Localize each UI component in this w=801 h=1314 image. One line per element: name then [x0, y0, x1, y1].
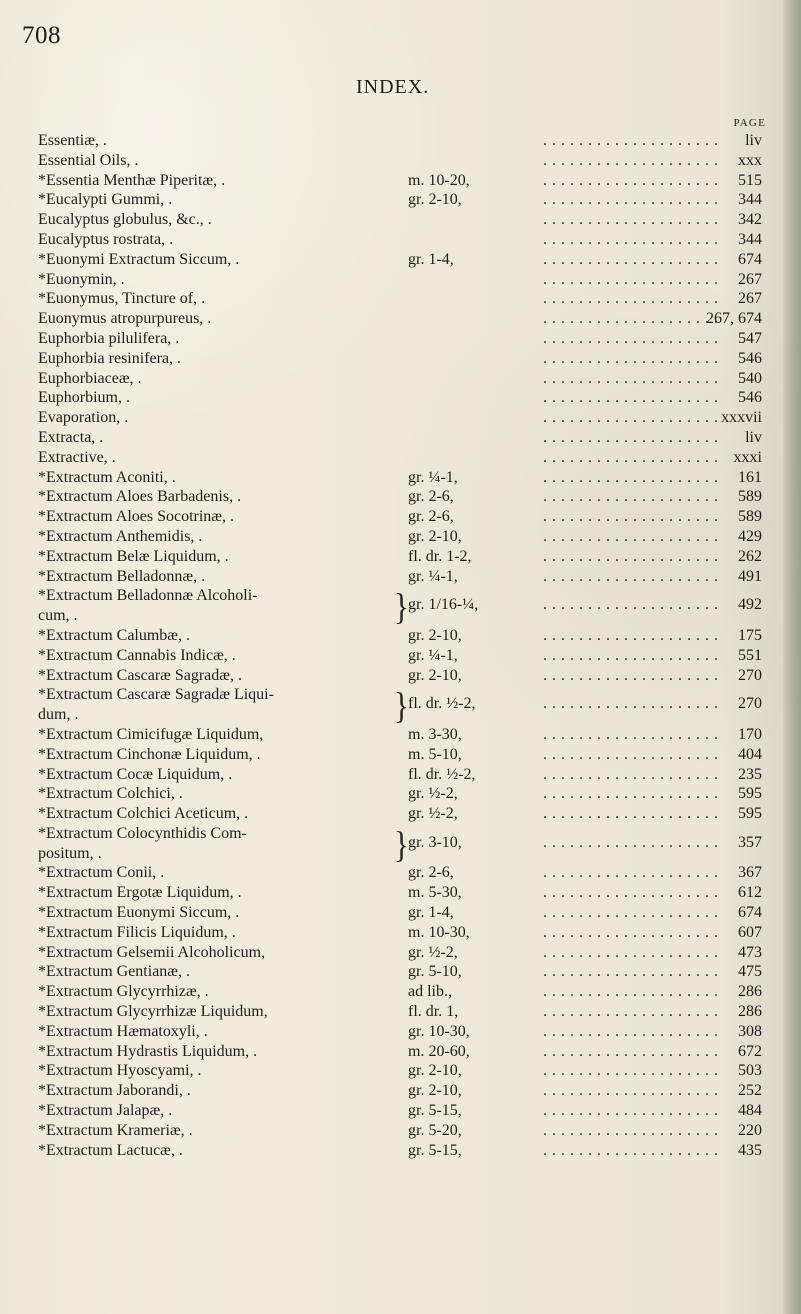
- entry-dose: gr. 5-20,: [408, 1121, 462, 1139]
- entry-name: *Extractum Cimicifugæ Liquidum,: [38, 725, 264, 743]
- index-entry: [38, 487, 762, 507]
- entry-page-ref: xxxvii: [721, 409, 762, 427]
- entry-name: *Extractum Colchici, .: [38, 785, 183, 803]
- entry-leader: . . . . . . . . . . . . . . . . . . . .: [543, 626, 719, 644]
- index-entry: [38, 646, 762, 666]
- index-entry: [38, 270, 762, 290]
- entry-leader: . . . . . . . . . . . . . . . . . . . .: [543, 864, 719, 882]
- index-entry: [38, 962, 762, 982]
- index-entry: [38, 1042, 762, 1062]
- entry-page-ref: 357: [738, 833, 762, 851]
- entry-dose: gr. 1-4,: [408, 250, 454, 268]
- entry-leader: . . . . . . . . . . . . . . . . . . . .: [543, 666, 719, 684]
- entry-leader: . . . . . . . . . . . . . . . . . . . .: [543, 329, 719, 347]
- entry-dose: m. 10-30,: [408, 923, 470, 941]
- entry-leader: . . . . . . . . . . . . . . . . . . . .: [543, 1102, 719, 1120]
- entry-dose: fl. dr. ½-2,: [408, 765, 476, 783]
- entry-leader: . . . . . . . . . . . . . . . . . . . .: [543, 527, 719, 545]
- entry-leader: . . . . . . . . . . . . . . . . . . . .: [543, 725, 719, 743]
- entry-leader: . . . . . . . . . . . . . . . . . . . .: [543, 1141, 719, 1159]
- entry-dose: gr. ½-2,: [408, 805, 458, 823]
- entry-dose: gr. 5-15,: [408, 1141, 462, 1159]
- index-entry: [38, 408, 762, 428]
- entry-dose: gr. 10-30,: [408, 1022, 470, 1040]
- entry-leader: . . . . . . . . . . . . . . . . . . . .: [543, 785, 719, 803]
- entry-name: *Extractum Belladonnæ, .: [38, 567, 206, 585]
- index-entry: [38, 784, 762, 804]
- entry-page-ref: 404: [738, 745, 762, 763]
- entry-name: *Extractum Lactucæ, .: [38, 1141, 183, 1159]
- entry-leader: . . . . . . . . . . . . . . . . . . . .: [543, 983, 719, 1001]
- entry-dose: fl. dr. ½-2,: [408, 695, 476, 713]
- entry-page-ref: 551: [738, 646, 762, 664]
- entry-name: *Essentia Menthæ Piperitæ, .: [38, 171, 226, 189]
- entry-name: *Euonymus, Tincture of, .: [38, 290, 206, 308]
- entry-page-ref: 220: [738, 1121, 762, 1139]
- entry-page-ref: 367: [738, 864, 762, 882]
- entry-dose: gr. ½-2,: [408, 943, 458, 961]
- index-entry: [38, 388, 762, 408]
- index-entry: [38, 903, 762, 923]
- entry-name: *Extractum Cannabis Indicæ, .: [38, 646, 236, 664]
- entry-name: Euphorbiaceæ, .: [38, 369, 142, 387]
- entry-dose: gr. 1-4,: [408, 904, 454, 922]
- entry-page-ref: 595: [738, 805, 762, 823]
- entry-name: *Extractum Aconiti, .: [38, 468, 176, 486]
- entry-dose: gr. 5-10,: [408, 963, 462, 981]
- entry-leader: . . . . . . . . . . . . . . . . . . . .: [543, 884, 719, 902]
- entry-leader: . . . . . . . . . . . . . . . . . . . .: [543, 508, 719, 526]
- entry-name: *Euonymin, .: [38, 270, 125, 288]
- entry-name: *Eucalypti Gummi, .: [38, 191, 173, 209]
- entry-page-ref: 540: [738, 369, 762, 387]
- entry-leader: . . . . . . . . . . . . . . . . . . . .: [543, 250, 719, 268]
- entry-page-ref: 308: [738, 1022, 762, 1040]
- entry-name: *Extractum Glycyrrhizæ, .: [38, 983, 209, 1001]
- entry-leader: . . . . . . . . . . . . . . . . . . . .: [543, 428, 719, 446]
- entry-name: *Extractum Belladonnæ Alcoholi- cum, .: [38, 587, 258, 625]
- entry-page-ref: 672: [738, 1042, 762, 1060]
- entry-leader: . . . . . . . . . . . . . . . . . . . .: [543, 1121, 719, 1139]
- entry-dose: gr. 5-15,: [408, 1102, 462, 1120]
- entry-leader: . . . . . . . . . . . . . . . . . . . .: [543, 211, 719, 229]
- entry-leader: . . . . . . . . . . . . . . . . . . . .: [543, 389, 719, 407]
- entry-page-ref: 589: [738, 508, 762, 526]
- entry-leader: . . . . . . . . . . . . . . . . . . . .: [543, 171, 719, 189]
- entry-name: *Extractum Conii, .: [38, 864, 165, 882]
- index-entry: [38, 1081, 762, 1101]
- entry-page-ref: liv: [745, 132, 762, 149]
- entry-name: Eucalyptus globulus, &c., .: [38, 211, 212, 229]
- index-entry: [38, 685, 762, 725]
- entry-leader: . . . . . . . . . . . . . . . . . . . .: [543, 805, 719, 823]
- entry-name: *Extractum Anthemidis, .: [38, 527, 203, 545]
- entry-page-ref: 267: [738, 290, 762, 308]
- entry-leader: . . . . . . . . . . . . . . . . . . . .: [543, 230, 719, 248]
- entry-leader: . . . . . . . . . . . . . . . . . . . .: [543, 1003, 719, 1021]
- entry-brace: }: [394, 823, 409, 866]
- entry-page-ref: 267: [738, 270, 762, 288]
- entry-brace: }: [394, 684, 409, 727]
- entry-page-ref: 286: [738, 1003, 762, 1021]
- entry-leader: . . . . . . . . . . . . . . . . . . . .: [543, 596, 719, 614]
- entry-page-ref: 270: [738, 666, 762, 684]
- entry-name: *Extractum Cinchonæ Liquidum, .: [38, 745, 261, 763]
- entry-name: *Extractum Colocynthidis Com- positum, .: [38, 824, 247, 862]
- entry-name: *Extractum Cascaræ Sagradæ, .: [38, 666, 242, 684]
- entry-page-ref: 170: [738, 725, 762, 743]
- entry-name: *Extractum Cascaræ Sagradæ Liqui- dum, .: [38, 686, 274, 724]
- entry-name: Euphorbium, .: [38, 389, 130, 407]
- entry-dose: fl. dr. 1,: [408, 1003, 459, 1021]
- index-entry: [38, 567, 762, 587]
- entry-name: *Extractum Hydrastis Liquidum, .: [38, 1042, 258, 1060]
- index-entry: [38, 468, 762, 488]
- entry-page-ref: 503: [738, 1062, 762, 1080]
- entry-page-ref: 235: [738, 765, 762, 783]
- entry-page-ref: 674: [738, 904, 762, 922]
- entry-dose: fl. dr. 1-2,: [408, 547, 472, 565]
- entry-leader: . . . . . . . . . . . . . . . . . . . .: [543, 468, 719, 486]
- index-entry: [38, 1141, 762, 1161]
- index-entry: [38, 190, 762, 210]
- entry-page-ref: 429: [738, 527, 762, 545]
- page-number: 708: [22, 22, 61, 49]
- entry-leader: . . . . . . . . . . . . . . . . . . . .: [543, 270, 719, 288]
- entry-dose: m. 3-30,: [408, 725, 462, 743]
- index-entry: [38, 626, 762, 646]
- index-entry: [38, 507, 762, 527]
- index-entry: [38, 666, 762, 686]
- entry-leader: . . . . . . . . . . . . . . . . . . . .: [543, 151, 719, 169]
- entry-page-ref: 175: [738, 626, 762, 644]
- entry-page-ref: 674: [738, 250, 762, 268]
- entry-name: *Extractum Colchici Aceticum, .: [38, 805, 249, 823]
- entry-dose: gr. ¼-1,: [408, 468, 458, 486]
- index-entry: [38, 982, 762, 1002]
- entry-name: Euonymus atropurpureus, .: [38, 310, 212, 328]
- entry-dose: gr. 2-6,: [408, 488, 454, 506]
- page-column-label: PAGE: [733, 117, 766, 129]
- entry-dose: gr. 2-10,: [408, 626, 462, 644]
- page-binding-edge: [783, 0, 801, 1314]
- entry-name: Eucalyptus rostrata, .: [38, 230, 174, 248]
- entry-leader: . . . . . . . . . . . . . . . . . . . .: [543, 369, 719, 387]
- entry-name: Extracta, .: [38, 428, 104, 446]
- index-entry: [38, 883, 762, 903]
- entry-name: *Extractum Krameriæ, .: [38, 1121, 193, 1139]
- entry-name: Euphorbia pilulifera, .: [38, 329, 180, 347]
- index-entry: [38, 943, 762, 963]
- entry-dose: gr. 2-10,: [408, 666, 462, 684]
- entry-leader: . . . . . . . . . . . . . . . . . . . .: [543, 833, 719, 851]
- index-entry: [38, 1061, 762, 1081]
- index-entry: [38, 349, 762, 369]
- entry-page-ref: 473: [738, 943, 762, 961]
- entry-name: Extractive, .: [38, 448, 116, 466]
- entry-leader: . . . . . . . . . . . . . . . . . . . .: [543, 745, 719, 763]
- entry-page-ref: 342: [738, 211, 762, 229]
- running-head: INDEX.: [356, 76, 430, 98]
- entry-dose: gr. 1/16-¼,: [408, 596, 479, 614]
- index-entry: [38, 527, 762, 547]
- entry-name: *Extractum Glycyrrhizæ Liquidum,: [38, 1003, 268, 1021]
- entry-leader: . . . . . . . . . . . . . . . . . . . .: [543, 547, 719, 565]
- entry-dose: gr. 2-10,: [408, 1062, 462, 1080]
- entry-name: *Extractum Jalapæ, .: [38, 1102, 173, 1120]
- index-entry: [38, 171, 762, 191]
- index-entry: [38, 250, 762, 270]
- entry-leader: . . . . . . . . . . . . . . . . . . . .: [543, 488, 719, 506]
- entry-dose: ad lib.,: [408, 983, 452, 1001]
- entry-name: Essentiæ, .: [38, 132, 107, 149]
- entry-leader: . . . . . . . . . . . . . . . . . . . .: [543, 1022, 719, 1040]
- index-entry: [38, 1121, 762, 1141]
- entry-dose: m. 5-10,: [408, 745, 462, 763]
- entry-page-ref: 607: [738, 923, 762, 941]
- entry-leader: . . . . . . . . . . . . . . . . . . . .: [543, 963, 719, 981]
- index-entry: [38, 824, 762, 864]
- index-entry: [38, 329, 762, 349]
- entry-page-ref: 589: [738, 488, 762, 506]
- entry-page-ref: 344: [738, 191, 762, 209]
- index-entry: [38, 131, 762, 151]
- entry-brace: }: [394, 585, 409, 628]
- entry-dose: gr. 3-10,: [408, 833, 462, 851]
- entry-dose: gr. 2-10,: [408, 527, 462, 545]
- entry-leader: . . . . . . . . . . . . . . . . . . . .: [543, 1042, 719, 1060]
- index-entry: [38, 725, 762, 745]
- entry-dose: gr. ½-2,: [408, 785, 458, 803]
- index-entry: [38, 369, 762, 389]
- entry-leader: . . . . . . . . . . . . . . . . . . . .: [543, 943, 719, 961]
- entry-dose: m. 10-20,: [408, 171, 470, 189]
- entry-dose: m. 20-60,: [408, 1042, 470, 1060]
- index-entry: [38, 586, 762, 626]
- entry-page-ref: 547: [738, 329, 762, 347]
- entry-name: *Extractum Aloes Socotrinæ, .: [38, 508, 234, 526]
- entry-page-ref: 475: [738, 963, 762, 981]
- index-entry: [38, 745, 762, 765]
- entry-page-ref: xxx: [738, 151, 762, 169]
- entry-name: *Extractum Jaborandi, .: [38, 1082, 191, 1100]
- entry-page-ref: 491: [738, 567, 762, 585]
- entry-leader: . . . . . . . . . . . . . . . . . . . .: [543, 1082, 719, 1100]
- entry-leader: . . . . . . . . . . . . . . . . . . . .: [543, 923, 719, 941]
- index-entry: [38, 428, 762, 448]
- entry-page-ref: 286: [738, 983, 762, 1001]
- index-entry: [38, 448, 762, 468]
- entry-name: *Extractum Gelsemii Alcoholicum,: [38, 943, 266, 961]
- entry-leader: . . . . . . . . . . . . . . . . . . . .: [543, 191, 719, 209]
- entry-leader: . . . . . . . . . . . . . . . . . . . .: [543, 765, 719, 783]
- entry-page-ref: 546: [738, 349, 762, 367]
- index-entry: [38, 230, 762, 250]
- entry-name: *Extractum Gentianæ, .: [38, 963, 190, 981]
- index-entry: [38, 1101, 762, 1121]
- entry-name: *Extractum Filicis Liquidum, .: [38, 923, 236, 941]
- index-entry: [38, 151, 762, 171]
- entry-name: *Extractum Hæmatoxyli, .: [38, 1022, 208, 1040]
- entry-leader: . . . . . . . . . . . . . . . . . . . .: [543, 695, 719, 713]
- entry-leader: . . . . . . . . . . . . . . . . . . . .: [543, 290, 719, 308]
- entry-name: *Extractum Hyoscyami, .: [38, 1062, 202, 1080]
- entry-page-ref: 161: [738, 468, 762, 486]
- entry-leader: . . . . . . . . . . . . . . . . . . . .: [543, 132, 719, 149]
- index-entry: [38, 547, 762, 567]
- entry-page-ref: 252: [738, 1082, 762, 1100]
- index-entries: [38, 131, 762, 1160]
- entry-dose: gr. 2-6,: [408, 864, 454, 882]
- index-entry: [38, 923, 762, 943]
- entry-name: *Extractum Ergotæ Liquidum, .: [38, 884, 242, 902]
- entry-page-ref: 492: [738, 596, 762, 614]
- entry-page-ref: 546: [738, 389, 762, 407]
- entry-name: Evaporation, .: [38, 409, 129, 427]
- index-entry: [38, 289, 762, 309]
- entry-page-ref: 270: [738, 695, 762, 713]
- entry-page-ref: 612: [738, 884, 762, 902]
- entry-leader: . . . . . . . . . . . . . . . . . . . .: [543, 567, 719, 585]
- entry-leader: . . . . . . . . . . . . . . . . . . . .: [543, 409, 719, 427]
- entry-name: *Extractum Aloes Barbadenis, .: [38, 488, 242, 506]
- entry-page-ref: 344: [738, 230, 762, 248]
- entry-dose: m. 5-30,: [408, 884, 462, 902]
- entry-name: *Extractum Cocæ Liquidum, .: [38, 765, 233, 783]
- index-entry: [38, 765, 762, 785]
- entry-dose: gr. ¼-1,: [408, 646, 458, 664]
- index-entry: [38, 1022, 762, 1042]
- entry-page-ref: 267, 674: [706, 310, 762, 328]
- entry-dose: gr. 2-10,: [408, 1082, 462, 1100]
- entry-name: *Extractum Belæ Liquidum, .: [38, 547, 229, 565]
- index-entry: [38, 863, 762, 883]
- entry-name: Euphorbia resinifera, .: [38, 349, 182, 367]
- entry-leader: . . . . . . . . . . . . . . . . . . . .: [543, 448, 719, 466]
- entry-dose: gr. 2-6,: [408, 508, 454, 526]
- index-entry: [38, 804, 762, 824]
- entry-name: *Extractum Euonymi Siccum, .: [38, 904, 240, 922]
- index-entry: [38, 210, 762, 230]
- index-entry: [38, 1002, 762, 1022]
- entry-page-ref: 595: [738, 785, 762, 803]
- entry-page-ref: 515: [738, 171, 762, 189]
- entry-name: *Extractum Calumbæ, .: [38, 626, 190, 644]
- entry-leader: . . . . . . . . . . . . . . . . . . . .: [543, 1062, 719, 1080]
- entry-leader: . . . . . . . . . . . . . . . . . . . .: [543, 904, 719, 922]
- entry-page-ref: 435: [738, 1141, 762, 1159]
- entry-page-ref: liv: [745, 428, 762, 446]
- index-entry: [38, 309, 762, 329]
- entry-page-ref: xxxi: [733, 448, 762, 466]
- entry-page-ref: 484: [738, 1102, 762, 1120]
- entry-name: Essential Oils, .: [38, 151, 139, 169]
- entry-leader: . . . . . . . . . . . . . . . . . . . .: [543, 310, 719, 328]
- entry-name: *Euonymi Extractum Siccum, .: [38, 250, 240, 268]
- entry-page-ref: 262: [738, 547, 762, 565]
- entry-dose: gr. 2-10,: [408, 191, 462, 209]
- entry-leader: . . . . . . . . . . . . . . . . . . . .: [543, 349, 719, 367]
- entry-leader: . . . . . . . . . . . . . . . . . . . .: [543, 646, 719, 664]
- entry-dose: gr. ¼-1,: [408, 567, 458, 585]
